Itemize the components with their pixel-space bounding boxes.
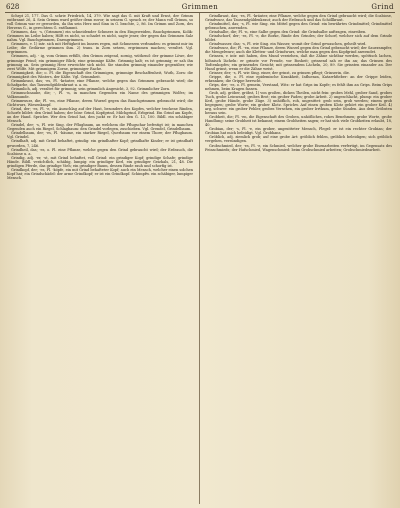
dictionary-entry: Grindmittel, das; -s, Pl. wie Sing. ein Mittel gegen den Grind: ein bewährtes Grindmittel; Grindmittel gebrauchen, anwenden. (205, 22, 392, 31)
dictionary-entry: Grob, adj. gröber, gröbst, 1) von großen, dicken Theilen, nicht fein: grobes Mehl, grober Sand, grobes Tuch, grobe Leinwand; grobes Brot; ein grober Faden; grobe Arbeit. 2) ungeschlacht, plump: ein grober Kerl, grobe Hände, grobe Züge. 3) unhöflich, roh, ungesittet: grob sein, grob werden; einem grob begegnen; grobe Worte; ein grober Klotz. Sprichw. Auf einen groben Klotz gehört ein grober Keil. 4) arg, schwer: ein grober Fehler, grobes Versehen, ein grober Irrthum, grobe Sünden. Aus dem Gröbsten heraus sein. (205, 90, 392, 116)
dictionary-entry: Grinsen, v. intr. mit haben, den Mund verziehen, daß die Zähne sichtbar werden, spöttisch lachen, höhnisch lächeln: er grinste vor Freude, vor Bosheit; grinsend sah er ihn an; das Grinsen des Todtenkopfes; ein grinsendes Gesicht; mit grinsendem Lächeln, 20, 89. Sie grinsten einander an. Der Hund grinst, wenn er die Zähne weist. (205, 54, 392, 71)
dictionary-entry: Grimmen, das; -s, (Grimmen) ein schneidender Schmerz in den Eingeweiden, Bauchgrimmen, Kolik: Grimmen im Leibe haben; Hilft es nicht, so schadet es nicht, sagte jener, der gegen das Grimmen Salz nahm. Vgl. Bauchgrimmen, Darmgrimmen. (7, 30, 193, 43)
dictionary-entry: Grimmigkeit, die; o. Pl. die Eigenschaft des Grimmigen, grimmige Beschaffenheit, Wuth, Zorn: die Grimmigkeit des Winters, der Kälte. Vgl. Grimmheit. (7, 70, 193, 79)
page-number: 628 (6, 3, 20, 11)
dictionary-entry: Grimmen, v. 1) intr. sich mit Heftigkeit im Innern regen, mit Schmerzen verbunden: es grimmt mir im Leibe; die Gedärme grimmen ihm. 2) trans. in Zorn setzen, ergrimmen machen; veraltet. Vgl. ergrimmen. (7, 42, 193, 55)
running-title-right: Grind (371, 3, 394, 11)
page-header (0, 2, 400, 12)
dictionary-entry: Grobheit, die; Pl. -en, die Eigenschaft des Groben, unhöfliches, rohes Benehmen; grobe Worte, grobe Handlung: seine Grobheit ist bekannt; einem Grobheiten sagen; er hat sich viele Grobheiten erlaubt, 18, 40. (205, 115, 392, 128)
dictionary-entry: Grimmschnaube, die; -, Pl. -n, in manchen Gegenden ein Name des grimmigen Wolfes; im Volksmunde. (7, 90, 193, 99)
dictionary-entry: Grindsalbe, die; Pl. -n, eine Salbe gegen den Grind: die Grindsalbe auftragen, einreiben. (209, 30, 367, 35)
dictionary-entry: Grindel, der; -s, Pl. wie Sing. der Pflugbaum, an welchem die Pflugschar befestigt ist; in manchen Gegenden auch ein Riegel, Schlagbaum: den Grindel vorlegen, zuschieben. Vgl. Grendel, Grindelbaum. (7, 123, 193, 132)
dictionary-entry: Grinser, der; -s, Pl. wie Sing. einer, der grinst, zu grinsen pflegt; Grinserin, die. (209, 70, 350, 75)
dictionary-entry: Grimmen, adj. - ig, vom Grimm erfüllt, den Grimm zeigend, zornig, wüthend: der grimme Löwe, der grimmige Feind; ein grimmiger Blick; eine grimmige Kälte. Grimmig kalt; es ist grimmig; er sah ihn grimmig an. Sein grimmig Herz erweichte sich nicht. Sie standen grimmig einander gegenüber, wie zwei Wölfe. Mit grimmigem Zorne, grimmiger Rache. (7, 54, 193, 71)
dictionary-entry: Grindelbaum, der; -es, Pl. -bäume, ein starker Riegel, Querbaum vor einem Thore; der Pflugbaum. Vgl. Grindel. (7, 131, 193, 140)
dictionary-entry: Grindhaft, adj. mit Grind behaftet, grindig: ein grindhafter Kopf; grindhafte Kinder; er ist grindhaft geworden, 7, 246. (7, 139, 193, 148)
column-divider (199, 13, 200, 504)
dictionary-entry: Grindheil, das; -es, o. Pl. eine Pflanze, welche gegen den Grind gebraucht wird; der Erdrauch, die Scabiose u. a. (7, 147, 193, 156)
dictionary-entry: Grindig, adj. -er, -st, mit Grind behaftet, voll Grind: ein grindiger Kopf; grindige Schafe; grindige Hände. Bildl. verächtlich, schäbig, lumpig: ein grindiger Kerl, ein grindiger Geizhals, 21, 48. Die grindigen Pferde, das grindige Vieh; ein grindiger Baum, dessen Rinde rauh und schorfig ist. (7, 155, 193, 168)
dictionary-entry: Grind, der; -es, Pl. -e, ein Ausschlag auf der Haut, besonders des Kopfes, welcher trockene Rinden, Schorfe bildet: den Grind haben; der böse Grind, Kopfgrind, Milchgrind, Erbgrind. Ein Grind am Kopfe, an der Hand. Sprichw. Wer den Grind hat, den juckt er. Er hat den G. 13, 100. Bildl. ein schäbiger Mensch. (7, 107, 193, 124)
right-column (205, 14, 392, 504)
left-column (7, 14, 193, 504)
dictionary-entry: Grindwasser, das; -s, Pl. wie Sing. ein Wasser, womit der Grind gewaschen, geheilt wird. (209, 42, 367, 47)
dictionary-entry: Grobian, der; -s, Pl. -e, ein grober, ungesitteter Mensch, Flegel: er ist ein rechter Grobian; der Grobian hat mich beleidigt. Vgl. Grobhans. (205, 127, 392, 136)
dictionary-entry: Gröblich, adj. ziemlich grob; auf eine grobe Art: gröblich fehlen, gröblich beleidigen; sich gröblich vergehen, versündigen. (205, 135, 392, 144)
dictionary-entry: Grimmwurz, die; Pl. -en, eine Pflanze, deren Wurzel gegen das Bauchgrimmen gebraucht wird; die Gichtwurz, Wiesenknopf. (7, 98, 193, 108)
dictionary-entry: Schrpt 21, 177. Das G. schrie Friedrich, 14, 379. Wie sagt das G. mit Kraft und Ernst, der Grimm entbrannt 26, 4. Sein Grimm ward größer denn zuvor; in seinem G. sprach er, der Mann voll Grimm, so voll Grimm war er geworden, da ihn sein Herz und Sinn in G. brachte, 2, 86. Im Grimm und Zorn, des Herzens G., in gerechtem G. entflammt. (7, 14, 193, 31)
dictionary-entry: Grindkraut, das; -es, Pl. -kräuter, eine Pflanze, welche gegen den Grind gebraucht wird; die Scabiose, Grindwurz, das Tausendgüldenkraut; auch der Erdrauch und das Schöllkraut. (205, 14, 392, 23)
dictionary-entry: Grimmlich, adj. veraltet für grimmig; sein grimmlich Angesicht, 3, 92. Grimmlicher Zorn. (11, 86, 171, 91)
dictionary-entry: Grips, der; -es, o. Pl. gemein, Verstand, Witz: er hat Grips im Kopfe; es fehlt ihm an Grips. Beim Grips nehmen, beim Kragen fassen. (205, 82, 392, 91)
dictionary-entry: Grobschmied, der; -es, Pl. -e, ein Schmied, welcher grobe Eisenarbeiten verfertigt, im Gegensatz des Feinschmieds; der Hufschmied, Wagenschmied: beim Grobschmied arbeiten; Grobschmiedearbeit. (205, 143, 392, 152)
header-rule (5, 12, 395, 13)
dictionary-entry: Grimmkraut, das; -es, Pl. -kräuter, eine Pflanze, welche gegen das Grimmen gebraucht wird; die Schafgarbe, das Tausendgüldenkraut u. a. m. (7, 78, 193, 87)
dictionary-entry: Grindwurz, die; Pl. -en, eine Pflanze, deren Wurzel gegen den Grind gebraucht wird; der Sauerampfer, die Mengelwurz; auch die Kletten- und Grindwurz, welche man gegen den Kopfgrind anwendet. (205, 46, 392, 55)
running-title-center: Grimmen (181, 3, 219, 11)
dictionary-entry: Grindkopf, der; -es, Pl. -köpfe, ein mit Grind behafteter Kopf; auch ein Mensch, welcher einen solchen Kopf hat; ein Grindschädel: der arme Grindkopf; er ist ein Grindkopf. Schimpfw. ein schäbiger, lumpiger Mensch. (7, 167, 193, 180)
dictionary-entry: Grindschorf, der; -es, Pl. -e, die Borke, Rinde des Grindes; der Schorf, welcher sich auf dem Grinde bildet. (205, 34, 392, 43)
dictionary-entry: Grippe, die; o. Pl. eine epidemische Krankheit, Influenza, Katarrhfieber: an der Grippe leiden, erkranken; die Grippe herrscht. (205, 74, 392, 83)
